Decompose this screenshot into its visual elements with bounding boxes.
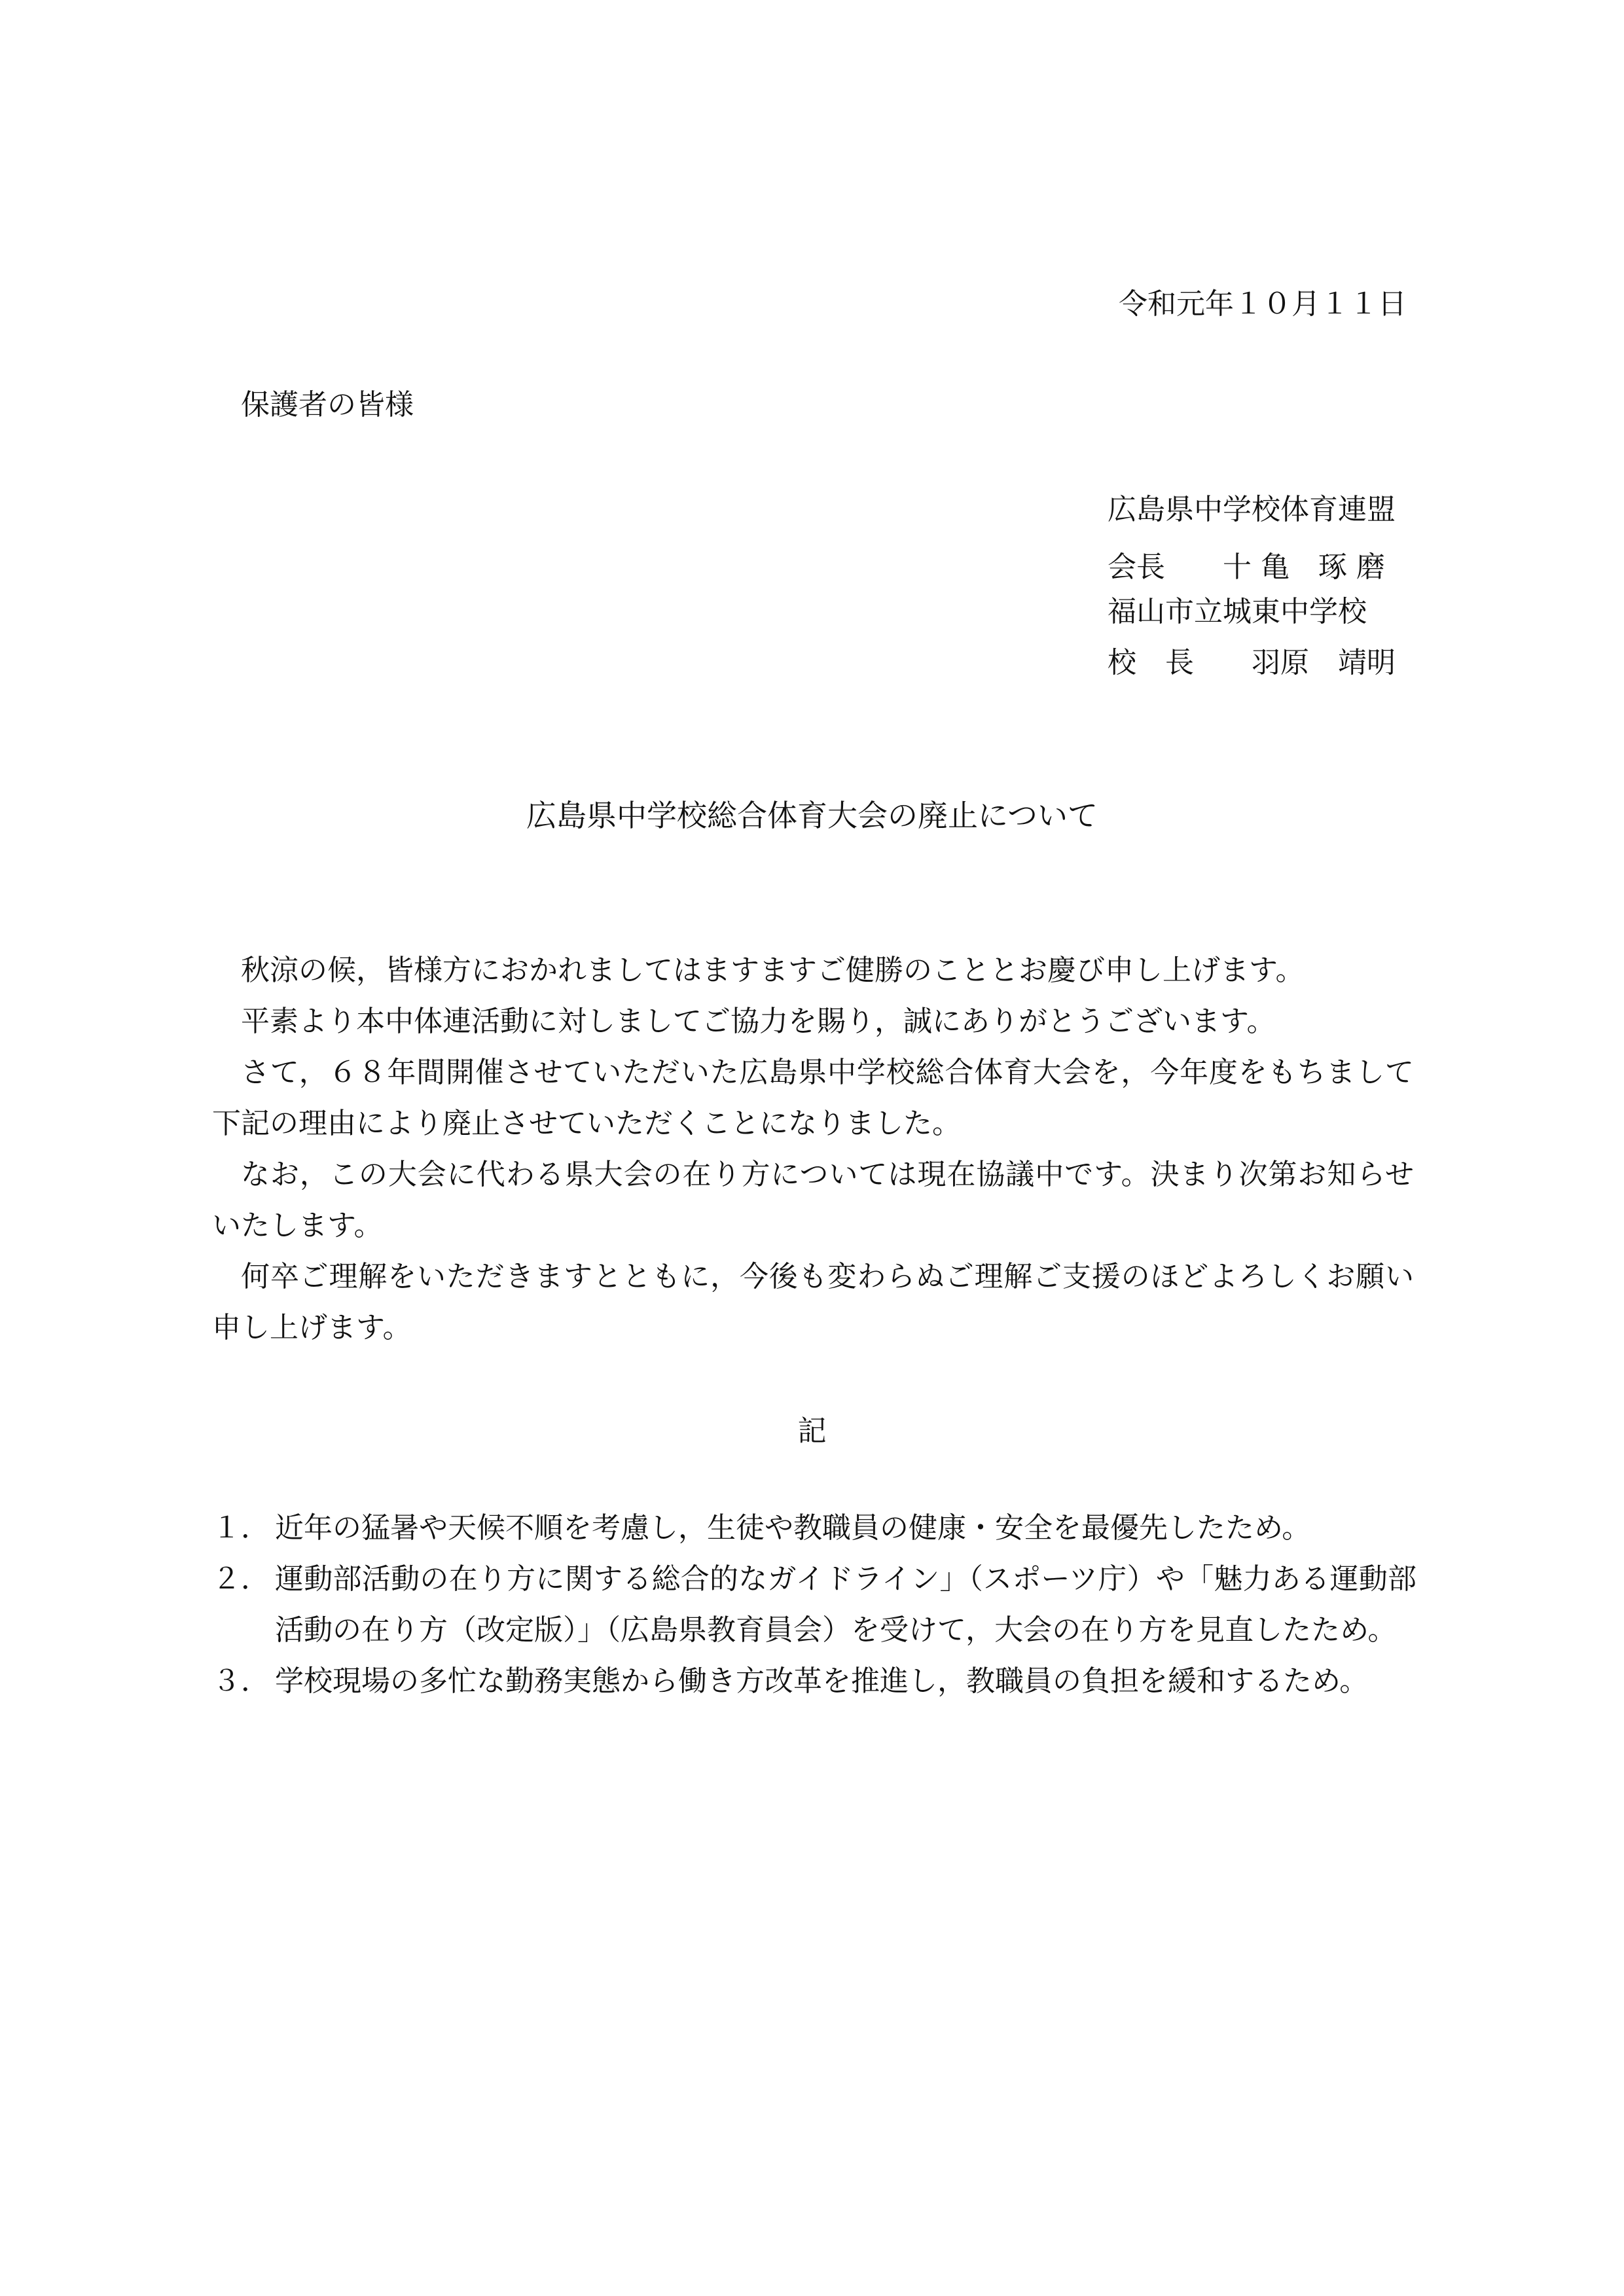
list-item-number: １． xyxy=(212,1511,270,1545)
sender-organization: 広島県中学校体育連盟 xyxy=(1108,493,1396,526)
body-paragraph: さて，６８年間開催させていただいた広島県中学校総合体育大会を，今年度をもちまして下記の理由により廃止させていただくことになりました。 xyxy=(212,1056,1414,1140)
sender-principal: 校 長 羽原 靖明 xyxy=(1108,646,1396,679)
document-title: 広島県中学校総合体育大会の廃止について xyxy=(526,798,1098,833)
body-paragraph: なお，この大会に代わる県大会の在り方については現在協議中です。決まり次第お知らせいたします。 xyxy=(212,1158,1414,1242)
document-date: 令和元年１０月１１日 xyxy=(1119,287,1407,321)
letter-body xyxy=(212,945,1414,1354)
list-item-number: ２． xyxy=(212,1562,270,1596)
body-paragraph: 平素より本中体連活動に対しましてご協力を賜り，誠にありがとうございます。 xyxy=(241,1005,1276,1038)
addressee: 保護者の皆様 xyxy=(241,388,414,422)
reasons-list xyxy=(212,1503,1416,1707)
list-item-text: 近年の猛暑や天候不順を考慮し，生徒や教職員の健康・安全を最優先したため。 xyxy=(275,1511,1311,1545)
list-item xyxy=(212,1656,1416,1707)
list-item-number: ３． xyxy=(212,1664,270,1698)
list-item-text: 学校現場の多忙な勤務実態から働き方改革を推進し，教職員の負担を緩和するため。 xyxy=(275,1664,1369,1698)
sender-president: 会長 十 亀 琢 磨 xyxy=(1108,550,1385,584)
list-item-text: 運動部活動の在り方に関する総合的なガイドライン」（スポーツ庁）や「魅力ある運動部活動の在り方（改定版）」（広島県教育員会）を受けて，大会の在り方を見直したため。 xyxy=(275,1562,1416,1647)
body-paragraph: 秋涼の候，皆様方におかれましてはますますご健勝のこととお慶び申し上げます。 xyxy=(241,954,1305,987)
body-paragraph: 何卒ご理解をいただきますとともに，今後も変わらぬご理解ご支援のほどよろしくお願い申し上げます。 xyxy=(212,1260,1414,1344)
ki-heading: 記 xyxy=(797,1414,827,1448)
sender-school: 福山市立城東中学校 xyxy=(1108,595,1367,628)
list-item xyxy=(212,1554,1416,1656)
list-item xyxy=(212,1503,1416,1554)
